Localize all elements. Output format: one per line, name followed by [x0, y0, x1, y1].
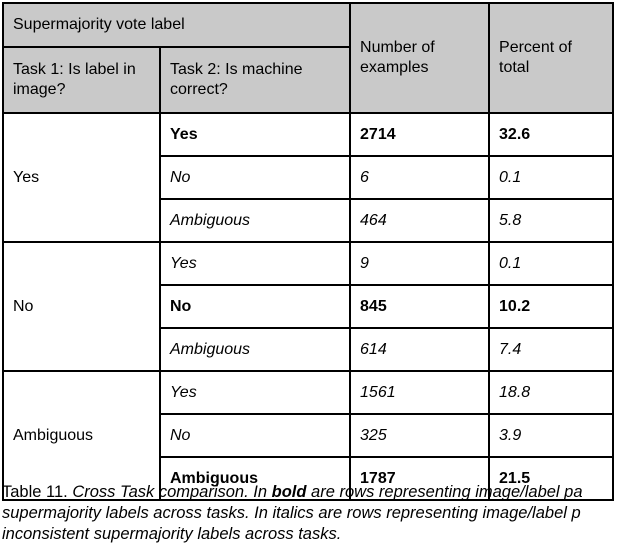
table-row — [3, 371, 613, 414]
cell-examples: 1561 — [350, 371, 489, 414]
cell-task1-no: No — [3, 242, 160, 371]
cell-task2: Ambiguous — [160, 199, 350, 242]
cell-examples: 9 — [350, 242, 489, 285]
cross-task-table — [2, 2, 614, 501]
cell-examples: 464 — [350, 199, 489, 242]
cell-percent: 0.1 — [489, 242, 613, 285]
cell-task2: Yes — [160, 242, 350, 285]
cell-task2: No — [160, 156, 350, 199]
cell-task2: No — [160, 285, 350, 328]
cell-percent: 5.8 — [489, 199, 613, 242]
header-row-top — [3, 3, 613, 47]
cell-task2: Yes — [160, 371, 350, 414]
caption-table-number: Table 11. — [2, 483, 73, 501]
caption-line-3 — [2, 524, 640, 545]
cell-percent: 10.2 — [489, 285, 613, 328]
cell-task1-ambiguous: Ambiguous — [3, 371, 160, 500]
table-caption — [2, 482, 640, 545]
header-supermajority-vote-label: Supermajority vote label — [3, 3, 350, 47]
caption-text: supermajority labels across tasks. In italics are rows representing image/label p — [2, 504, 581, 522]
cell-examples: 614 — [350, 328, 489, 371]
header-task2: Task 2: Is machine correct? — [160, 47, 350, 113]
cell-examples: 845 — [350, 285, 489, 328]
cell-task2: No — [160, 414, 350, 457]
cell-task1-yes: Yes — [3, 113, 160, 242]
caption-text: are rows representing image/label pa — [306, 483, 583, 501]
caption-line-2 — [2, 503, 640, 524]
cell-percent: 7.4 — [489, 328, 613, 371]
cell-task2: Yes — [160, 113, 350, 156]
cell-examples: 6 — [350, 156, 489, 199]
cell-examples: 325 — [350, 414, 489, 457]
cell-percent: 32.6 — [489, 113, 613, 156]
cell-percent: 3.9 — [489, 414, 613, 457]
cell-task2: Ambiguous — [160, 457, 350, 500]
caption-text: inconsistent supermajority labels across tasks. — [2, 525, 342, 543]
cell-percent: 21.5 — [489, 457, 613, 500]
cell-percent: 0.1 — [489, 156, 613, 199]
cell-examples: 1787 — [350, 457, 489, 500]
header-number-of-examples: Number of examples — [350, 3, 489, 113]
header-task1: Task 1: Is label in image? — [3, 47, 160, 113]
cell-examples: 2714 — [350, 113, 489, 156]
cell-task2: Ambiguous — [160, 328, 350, 371]
caption-line-1 — [2, 482, 640, 503]
header-percent-of-total: Percent of total — [489, 3, 613, 113]
caption-text: Cross Task comparison. In — [72, 483, 272, 501]
table-row — [3, 113, 613, 156]
cell-percent: 18.8 — [489, 371, 613, 414]
table-row — [3, 242, 613, 285]
caption-bold-word: bold — [271, 483, 307, 501]
